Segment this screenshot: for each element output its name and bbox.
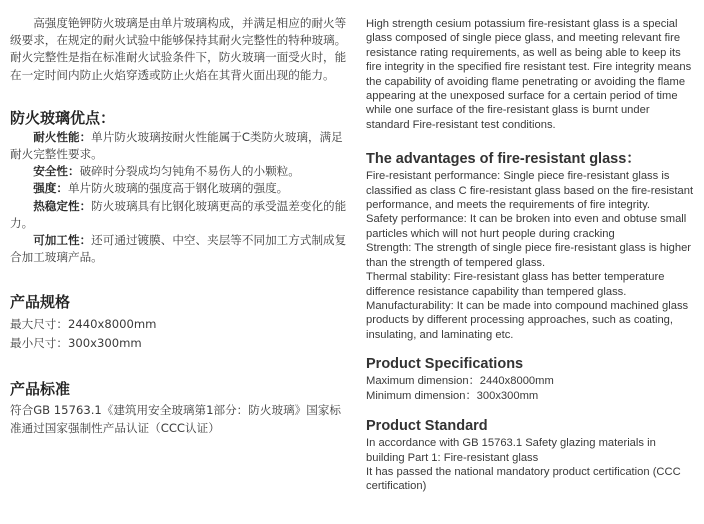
cn-advantages-heading: 防火玻璃优点： xyxy=(10,108,116,127)
cn-standard-text: 符合GB 15763.1《建筑用安全玻璃第1部分：防火玻璃》国家标准通过国家强制性产品认证（CCC认证） xyxy=(10,403,342,435)
cn-standard-heading: 产品标准 xyxy=(10,380,71,399)
cn-advantage-key: 安全性： xyxy=(33,164,80,179)
cn-advantage-key: 热稳定性： xyxy=(33,198,92,213)
en-advantage-fire-resistance: Fire-resistant performance: Single piece fire-resistant glass is classified as class C fire-resistant glass based on the fire-resistant performance, and meets the requirements of fire integrity. xyxy=(366,170,694,212)
cn-spec-max: 最大尺寸：2440x8000mm xyxy=(10,317,157,332)
en-advantage-thermal-stability: Thermal stability: Fire-resistant glass has better temperature difference resistance capability than tempered glass. xyxy=(366,271,665,298)
en-intro-paragraph: High strength cesium potassium fire-resistant glass is a special glass composed of single piece glass, and meeting relevant fire resistance rating requirements, as well as being able to keep its fire integrity in the specified fire resistant test. Fire integrity means the capability of avoiding flame penetrating or avoiding the flame appearing at the unexposed surface for a certain period of time while one surface of the fire-resistant glass is burnt under standard Fire-resistant test conditions. xyxy=(366,18,692,131)
cn-advantage-thermal-stability xyxy=(10,198,348,232)
chinese-column xyxy=(10,0,348,437)
cn-specs-heading: 产品规格 xyxy=(10,293,71,312)
en-advantage-manufacturability: Manufacturability: It can be made into compound machined glass products by different processing approaches, such as coating, insulating, and laminating etc. xyxy=(366,299,689,341)
en-spec-max: Maximum dimension：2440x8000mm xyxy=(366,375,554,388)
cn-advantage-text: 单片防火玻璃按耐火性能属于C类防火玻璃，满足耐火完整性要求。 xyxy=(10,129,343,162)
en-advantage-strength: Strength: The strength of single piece fire-resistant glass is higher than the strength of tempered glass. xyxy=(366,242,692,269)
cn-spec-min: 最小尺寸：300x300mm xyxy=(10,336,142,351)
english-column xyxy=(366,0,696,494)
cn-advantage-text: 防火玻璃具有比钢化玻璃更高的承受温差变化的能力。 xyxy=(10,198,347,230)
en-standard-heading: Product Standard xyxy=(366,418,488,435)
cn-advantage-text: 破碎时分裂成均匀钝角不易伤人的小颗粒。 xyxy=(79,164,300,179)
cn-advantage-key: 强度： xyxy=(33,181,68,196)
cn-intro-paragraph: 高强度铯钾防火玻璃是由单片玻璃构成，并满足相应的耐火等级要求，在规定的耐火试验中能够保持其耐火完整性的特种玻璃。耐火完整性是指在标准耐火试验条件下，防火玻璃一面受火时，能在一定时间内防止火焰穿透或防止火焰在其背火面出现的能力。 xyxy=(10,16,347,82)
cn-advantages-list xyxy=(10,129,348,267)
en-spec-min: Minimum dimension：300x300mm xyxy=(366,390,539,403)
en-standard-line1: In accordance with GB 15763.1 Safety glazing materials in building Part 1: Fire-resistant glass xyxy=(366,437,656,464)
cn-advantage-text: 单片防火玻璃的强度高于钢化玻璃的强度。 xyxy=(67,181,289,196)
en-standard-line2: It has passed the national mandatory product certification (CCC certification) xyxy=(366,465,681,493)
en-advantages-heading: The advantages of fire-resistant glass： xyxy=(366,151,641,168)
cn-advantage-strength xyxy=(10,180,348,197)
cn-advantage-manufacturability xyxy=(10,232,348,266)
en-advantage-safety: Safety performance: It can be broken into even and obtuse small particles which will not hurt people during cracking xyxy=(366,213,687,240)
cn-advantage-key: 可加工性： xyxy=(33,233,92,248)
en-advantages-list xyxy=(366,169,696,342)
cn-advantage-safety xyxy=(10,163,348,180)
cn-advantage-key: 耐火性能： xyxy=(33,129,92,144)
en-specs-heading: Product Specifications xyxy=(366,356,524,373)
cn-advantage-text: 还可通过镀膜、中空、夹层等不同加工方式制成复合加工玻璃产品。 xyxy=(10,233,347,265)
cn-advantage-fire-resistance xyxy=(10,129,348,163)
